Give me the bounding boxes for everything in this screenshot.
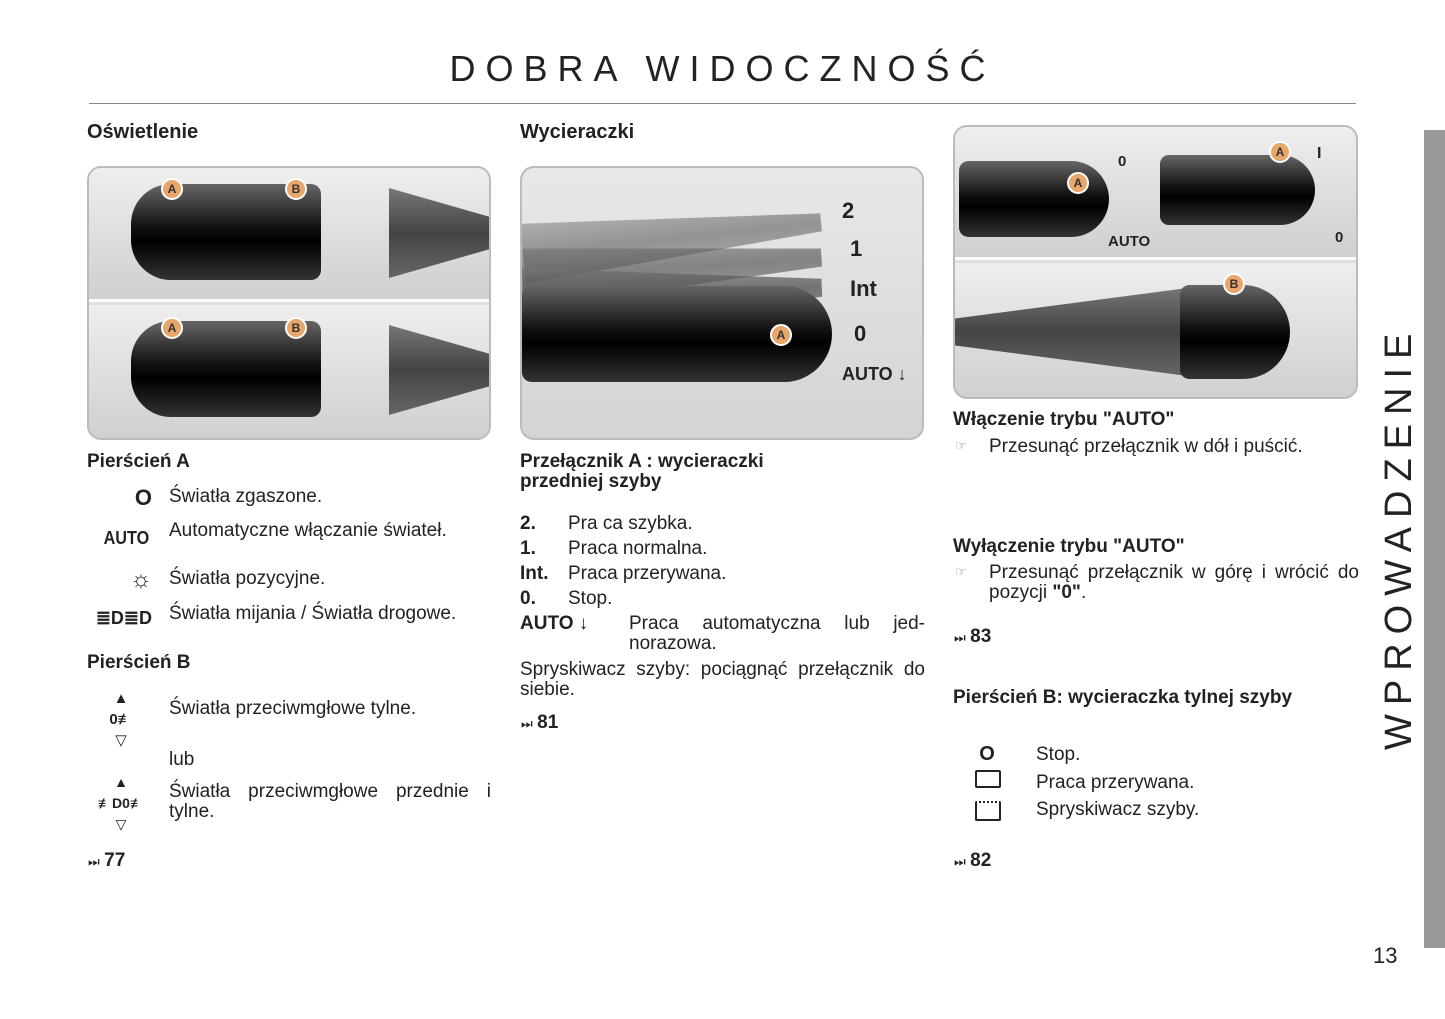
switch-a-marker: A [770,324,792,346]
position-label: 1 [850,236,863,261]
item-text: Praca normalna. [568,538,708,559]
sidelights-icon: ☼ [130,566,152,593]
auto-wiper-illustration [953,125,1358,399]
skip-forward-icon: ⏭ [521,716,533,731]
item-key: 0. [520,588,536,609]
off-icon: O [134,485,152,510]
item-text: Praca automatyczna lub jednorazowa. [629,613,925,654]
front-rear-fog-icon: ▲ ≢D0≢ ▽ [98,774,144,832]
ring-a-title: Pierścień A [87,451,190,472]
rear-washer-icon [975,801,1001,821]
rear-item: Stop. [1036,744,1081,765]
headlights-icon: ≣D≣D [95,608,152,628]
rear-item: Spryskiwacz szyby. [1036,799,1200,820]
washer-text: Spryskiwacz szyby: pociągnąć przełącznik do siebie. [520,659,925,700]
position-label: 0 [854,321,867,346]
pointing-hand-icon: ☞ [955,438,967,453]
chapter-tab-bar [1424,130,1445,948]
item-text: Praca przerywana. [568,563,727,584]
rear-wiper-icon [975,770,1001,788]
auto-off-text [989,563,1359,603]
ring-a-item: Światła pozycyjne. [169,568,326,589]
position-label: 0 [1335,229,1344,246]
ring-b-marker: B [1223,273,1245,295]
auto-off-body: Przesunąć przełącznik w górę i wrócić do pozycji [989,562,1359,603]
item-text: Stop. [568,588,613,609]
chapter-title: WPROWADZENIE [1378,324,1420,750]
title-divider [89,103,1356,104]
section-heading-lighting: Oświetlenie [87,121,199,143]
position-label: AUTO ↓ [842,364,907,384]
pointing-hand-icon: ☞ [955,564,967,579]
auto-on-text: Przesunąć przełącznik w dół i puścić. [989,436,1303,457]
ring-b-item: Światła przeciwmgłowe przednie i tylne. [169,781,491,822]
ring-a-item: Automatyczne włączanie świateł. [169,520,447,541]
rear-item: Praca przerywana. [1036,772,1195,793]
auto-off-position: "0" [1052,582,1081,603]
page-reference[interactable]: ⏭ 77 [88,850,126,871]
auto-on-title: Włączenie trybu "AUTO" [953,409,1175,430]
skip-forward-icon: ⏭ [954,854,966,869]
skip-forward-icon: ⏭ [954,630,966,645]
position-label: Int [850,276,877,301]
item-key: 2. [520,513,536,534]
item-key: Int. [520,563,549,584]
auto-off-title: Wyłączenie trybu "AUTO" [953,536,1185,557]
ring-b-or: lub [169,749,195,770]
rear-wiper-title: Pierścień B: wycieraczka tylnej szyby [953,687,1293,708]
auto-off-end: . [1080,582,1087,603]
page-number: 13 [1373,943,1398,968]
section-heading-wipers: Wycieraczki [520,121,635,143]
position-label: I [1317,145,1322,162]
position-label: 0 [1118,153,1127,170]
ring-a-item: Światła mijania / Światła drogowe. [169,603,457,624]
switch-a-marker: A [1067,172,1089,194]
item-key: 1. [520,538,536,559]
page-reference[interactable]: ⏭ 82 [954,850,992,871]
switch-a-title: Przełącznik A : wycieraczki przedniej szyby [520,451,764,492]
ring-a-item: Światła zgaszone. [169,486,323,507]
ring-a-marker: A [161,178,183,200]
ring-b-title: Pierścień B [87,652,191,673]
ring-a-marker: A [161,317,183,339]
ring-b-marker: B [285,317,307,339]
rear-fog-icon: ▲ 0≢ ▽ [109,690,133,749]
switch-a-marker: A [1269,141,1291,163]
item-key: AUTO ↓ [520,613,589,634]
auto-icon: AUTO [103,528,150,548]
item-text: Pra ca szybka. [568,513,693,534]
page-title: DOBRA WIDOCZNOŚĆ [449,48,996,89]
stop-icon: O [979,743,995,765]
wiper-stalk-illustration [520,166,924,440]
ring-b-item: Światła przeciwmgłowe tylne. [169,698,417,719]
ring-b-marker: B [285,178,307,200]
position-label: AUTO [1108,233,1151,250]
lighting-stalk-illustration [87,166,491,440]
page-reference[interactable]: ⏭ 83 [954,626,992,647]
page-reference[interactable]: ⏭ 81 [521,712,559,733]
position-label: 2 [842,198,855,223]
skip-forward-icon: ⏭ [88,854,100,869]
